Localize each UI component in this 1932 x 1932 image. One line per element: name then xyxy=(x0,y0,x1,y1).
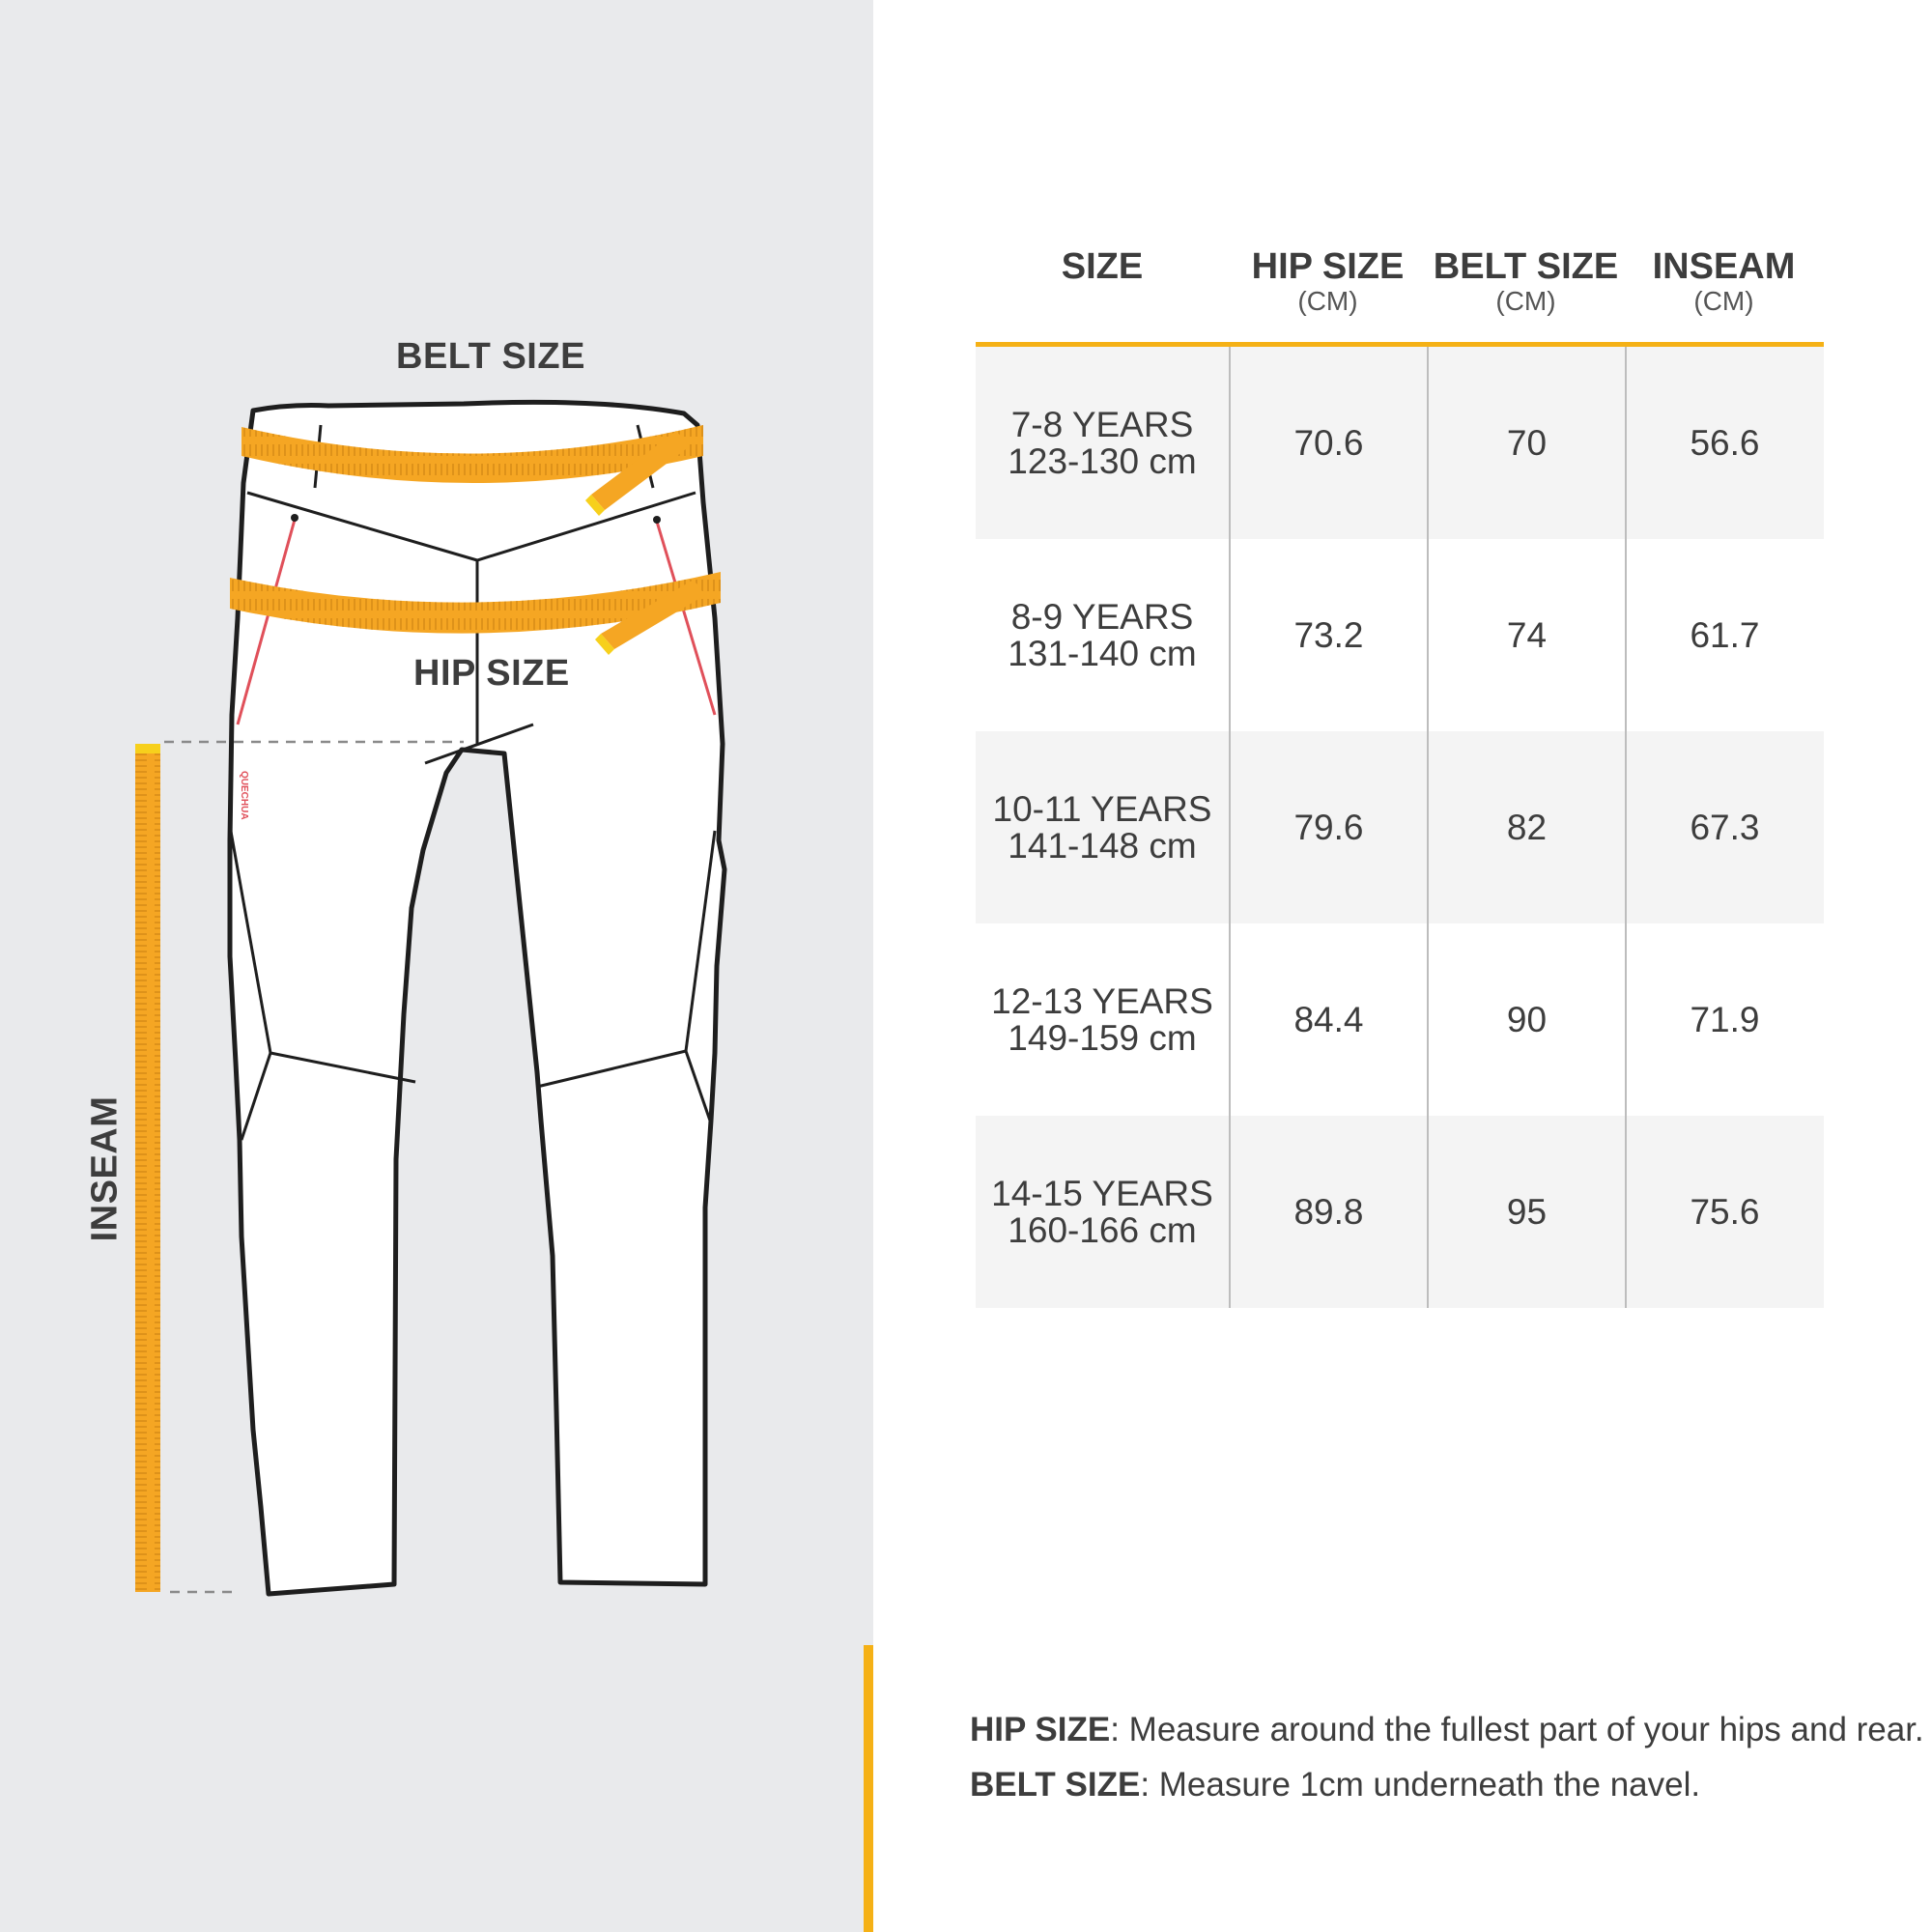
belt-size-note-term: BELT SIZE xyxy=(970,1766,1141,1804)
size-cell xyxy=(976,1116,1229,1308)
table-row xyxy=(976,347,1824,539)
header-hip-unit: (CM) xyxy=(1297,286,1358,316)
inseam-cell: 75.6 xyxy=(1625,1116,1823,1308)
table-row xyxy=(976,923,1824,1116)
size-cell xyxy=(976,347,1229,539)
size-cell xyxy=(976,731,1229,923)
pants-diagram xyxy=(0,0,873,1932)
hip-size-label: HIP SIZE xyxy=(413,653,570,694)
hip-cell: 73.2 xyxy=(1229,539,1427,731)
brand-tag: QUECHUA xyxy=(239,771,249,820)
header-hip-label: HIP SIZE xyxy=(1251,246,1405,287)
height-range: 141-148 cm xyxy=(1008,825,1197,866)
inseam-label: INSEAM xyxy=(84,1095,126,1242)
age-range: 14-15 YEARS xyxy=(991,1173,1213,1213)
inseam-cell: 56.6 xyxy=(1625,347,1823,539)
belt-cell: 74 xyxy=(1427,539,1625,731)
table-header xyxy=(976,232,1824,342)
hip-size-note-text: : Measure around the fullest part of your hips and rear. xyxy=(1110,1711,1924,1748)
hip-cell: 89.8 xyxy=(1229,1116,1427,1308)
belt-cell: 82 xyxy=(1427,731,1625,923)
height-range: 123-130 cm xyxy=(1008,440,1197,481)
header-belt-label: BELT SIZE xyxy=(1433,246,1619,287)
size-cell xyxy=(976,539,1229,731)
header-inseam-label: INSEAM xyxy=(1652,246,1796,287)
height-range: 131-140 cm xyxy=(1008,633,1197,673)
inseam-cell: 67.3 xyxy=(1625,731,1823,923)
header-belt xyxy=(1427,232,1625,342)
header-size xyxy=(976,232,1229,342)
header-inseam xyxy=(1625,232,1823,342)
height-range: 149-159 cm xyxy=(1008,1017,1197,1058)
header-hip xyxy=(1229,232,1427,342)
age-range: 12-13 YEARS xyxy=(991,980,1213,1021)
belt-cell: 70 xyxy=(1427,347,1625,539)
hip-cell: 70.6 xyxy=(1229,347,1427,539)
header-belt-unit: (CM) xyxy=(1495,286,1556,316)
measurement-notes xyxy=(970,1702,1924,1812)
belt-size-note-text: : Measure 1cm underneath the navel. xyxy=(1140,1766,1701,1804)
size-cell xyxy=(976,923,1229,1116)
hip-size-note-term: HIP SIZE xyxy=(970,1711,1111,1748)
age-range: 10-11 YEARS xyxy=(992,788,1212,829)
belt-cell: 95 xyxy=(1427,1116,1625,1308)
belt-size-label: BELT SIZE xyxy=(396,336,585,377)
age-range: 7-8 YEARS xyxy=(1010,404,1194,444)
hip-cell: 79.6 xyxy=(1229,731,1427,923)
age-range: 8-9 YEARS xyxy=(1010,596,1194,637)
hip-size-note xyxy=(970,1702,1924,1757)
table-row xyxy=(976,731,1824,923)
inseam-cell: 71.9 xyxy=(1625,923,1823,1116)
belt-cell: 90 xyxy=(1427,923,1625,1116)
belt-size-note xyxy=(970,1757,1924,1812)
table-row xyxy=(976,1116,1824,1308)
table-row xyxy=(976,539,1824,731)
height-range: 160-166 cm xyxy=(1008,1209,1197,1250)
header-size-label: SIZE xyxy=(1061,246,1144,287)
header-inseam-unit: (CM) xyxy=(1693,286,1754,316)
hip-cell: 84.4 xyxy=(1229,923,1427,1116)
size-table xyxy=(976,232,1824,1308)
inseam-cell: 61.7 xyxy=(1625,539,1823,731)
